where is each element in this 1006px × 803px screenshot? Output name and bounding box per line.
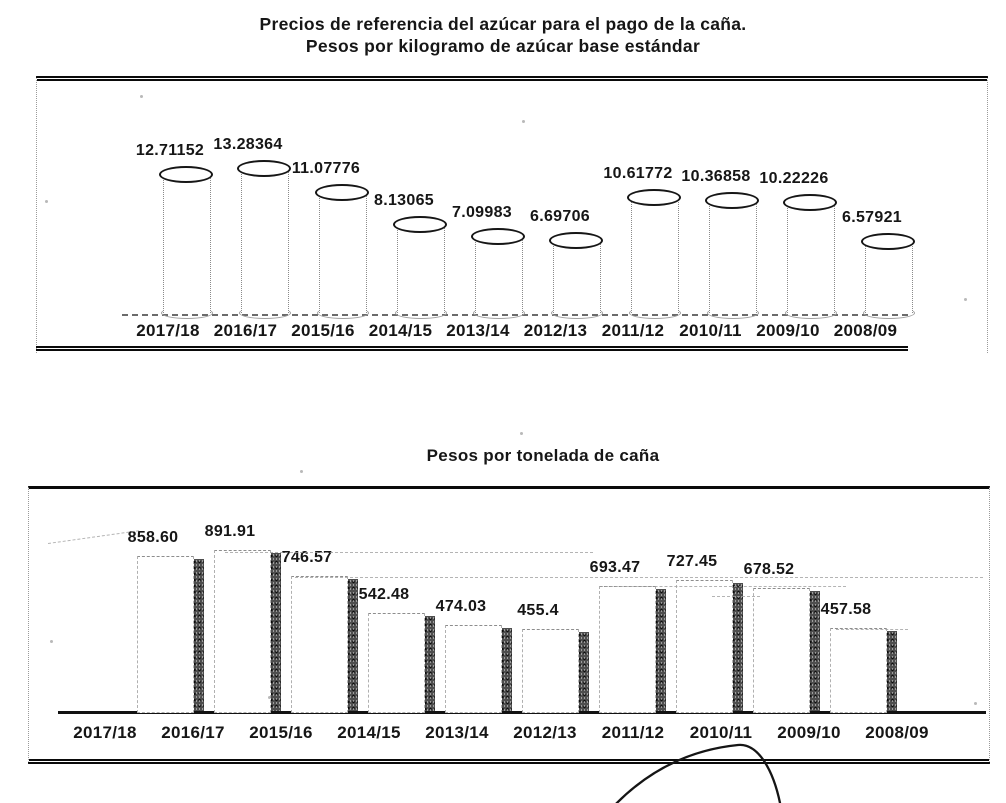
bar-value-label: 13.28364 [213,136,283,154]
bar-value-label: 727.45 [666,553,718,570]
bar-value-label: 457.58 [820,601,872,618]
x-axis-tick-label: 2017/18 [136,321,200,340]
x-axis-tick-label: 2017/18 [73,723,137,742]
x-axis-tick-label: 2012/13 [513,723,577,742]
bar-value-label: 474.03 [435,598,487,615]
x-axis-tick-label: 2009/10 [756,321,820,340]
x-axis-tick-label: 2009/10 [777,723,841,742]
bar-value-label: 12.71152 [135,142,205,160]
bar-value-label: 10.36858 [681,167,751,185]
bar-value-label: 6.69706 [530,208,590,225]
bar-value-label: 455.4 [517,602,559,619]
bar-value-label: 678.52 [743,561,795,578]
bar-value-label: 693.47 [589,559,641,576]
x-axis-tick-label: 2010/11 [689,723,753,742]
x-axis-tick-label: 2011/12 [601,321,665,340]
x-axis-tick-label: 2016/17 [161,723,225,742]
chart1-title-line1: Precios de referencia del azúcar para el pago de la caña. [259,14,747,34]
x-axis-tick-label: 2016/17 [213,321,278,340]
chart2-title: Pesos por tonelada de caña [426,446,660,465]
bar-value-label: 7.09983 [452,203,512,221]
x-axis-tick-label: 2013/14 [425,723,489,742]
bar-value-label: 6.57921 [842,209,902,227]
bar-value-label: 10.22226 [759,169,829,187]
x-axis-tick-label: 2012/13 [523,321,588,340]
x-axis-tick-label: 2010/11 [679,321,742,340]
x-axis-tick-label: 2015/16 [249,723,313,742]
chart1-title-line2: Pesos por kilogramo de azúcar base estándar [305,36,701,56]
bar-value-label: 858.60 [127,529,179,546]
x-axis-tick-label: 2014/15 [368,321,433,340]
x-axis-tick-label: 2008/09 [833,321,898,340]
bar-value-label: 8.13065 [374,192,434,210]
x-axis-tick-label: 2008/09 [865,723,929,742]
x-axis-tick-label: 2011/12 [601,723,665,742]
bar-value-label: 10.61772 [603,165,673,183]
bar-value-label: 11.07776 [291,160,361,178]
x-axis-tick-label: 2014/15 [337,723,401,742]
bar-value-label: 746.57 [281,549,333,566]
x-axis-tick-label: 2015/16 [291,321,355,340]
bar-value-label: 542.48 [358,586,410,603]
bar-value-label: 891.91 [204,523,256,540]
x-axis-tick-label: 2013/14 [446,321,510,340]
